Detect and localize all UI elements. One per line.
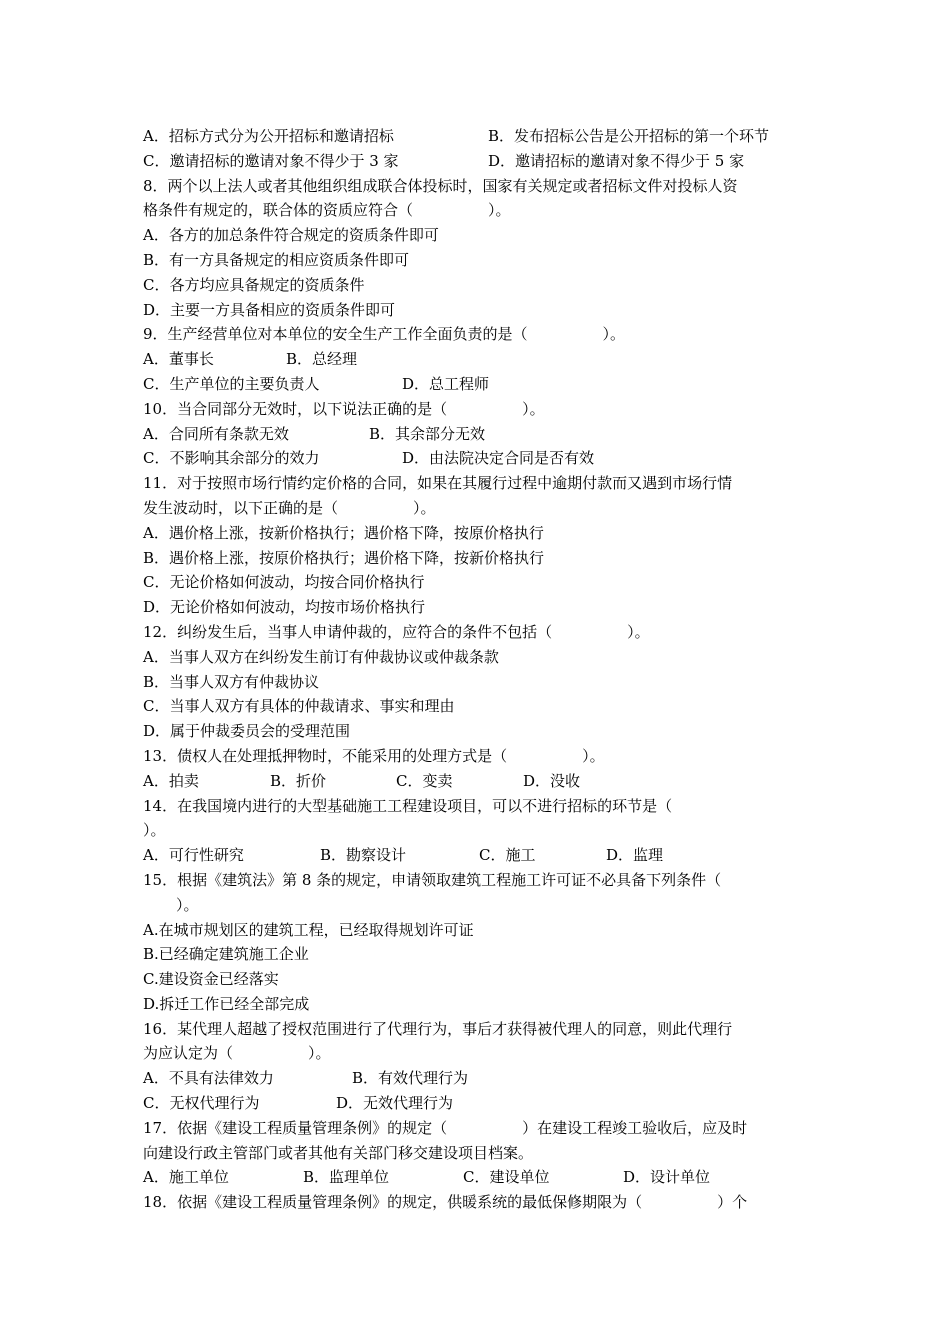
text-line [143, 273, 813, 298]
text-line [143, 645, 813, 670]
text-line [143, 174, 813, 199]
text-segment: A．拍卖 [143, 771, 199, 790]
text-segment: 为应认定为（ ）。 [143, 1044, 331, 1063]
text-segment: C．各方均应具备规定的资质条件 [143, 275, 365, 294]
text-segment: B.已经确定建筑施工企业 [143, 945, 309, 964]
text-line [143, 322, 813, 347]
text-line [143, 347, 813, 372]
text-line [143, 595, 813, 620]
text-segment: B．勘察设计 [320, 846, 407, 865]
text-segment: D．属于仲裁委员会的受理范围 [143, 722, 351, 741]
text-segment: A．招标方式分为公开招标和邀请招标 [143, 127, 394, 145]
text-segment: D．设计单位 [623, 1168, 711, 1187]
text-segment: A．遇价格上涨，按新价格执行；遇价格下降，按原价格执行 [143, 523, 544, 542]
text-line [143, 967, 813, 992]
text-segment: 12．纠纷发生后，当事人申请仲裁的，应符合的条件不包括（ ）。 [143, 622, 650, 641]
text-line [143, 918, 813, 943]
text-segment: B．发布招标公告是公开招标的第一个环节 [488, 127, 770, 145]
text-segment: A．不具有法律效力 [143, 1069, 274, 1088]
text-segment: A．可行性研究 [143, 846, 244, 865]
text-line [143, 670, 813, 695]
text-line [143, 521, 813, 546]
text-segment: 14．在我国境内进行的大型基础施工工程建设项目，可以不进行招标的环节是（ [143, 796, 673, 815]
text-segment: B．监理单位 [303, 1168, 390, 1187]
text-line [143, 397, 813, 422]
text-line [143, 1041, 813, 1066]
text-segment: D．无效代理行为 [336, 1094, 454, 1113]
text-line [143, 198, 813, 223]
text-segment: D．主要一方具备相应的资质条件即可 [143, 300, 396, 319]
text-line [143, 223, 813, 248]
text-segment: 11．对于按照市场行情约定价格的合同，如果在其履行过程中逾期付款而又遇到市场行情 [143, 474, 733, 493]
text-segment: ）。 [143, 821, 166, 840]
text-segment: 16．某代理人超越了授权范围进行了代理行为，事后才获得被代理人的同意，则此代理行 [143, 1019, 733, 1038]
text-line [143, 1116, 813, 1141]
text-segment: A．董事长 [143, 350, 214, 369]
text-line [143, 471, 813, 496]
text-line [143, 769, 813, 794]
text-line [143, 1165, 813, 1190]
text-segment: 13．债权人在处理抵押物时，不能采用的处理方式是（ ）。 [143, 746, 605, 765]
text-segment: C．邀请招标的邀请对象不得少于 3 家 [143, 151, 399, 170]
text-segment: C．生产单位的主要负责人 [143, 374, 320, 393]
text-line [143, 1091, 813, 1116]
text-segment: 18．依据《建设工程质量管理条例》的规定，供暖系统的最低保修期限为（ ）个 [143, 1193, 748, 1212]
text-segment: D．总工程师 [402, 374, 490, 393]
text-line [143, 546, 813, 571]
text-segment: C．建设单位 [463, 1168, 550, 1187]
text-segment: 9．生产经营单位对本单位的安全生产工作全面负责的是（ ）。 [143, 325, 626, 344]
text-segment: B．有一方具备规定的相应资质条件即可 [143, 250, 410, 269]
text-segment: D．无论价格如何波动，均按市场价格执行 [143, 598, 426, 617]
text-segment: 发生波动时，以下正确的是（ ）。 [143, 498, 436, 517]
text-segment: 10．当合同部分无效时，以下说法正确的是（ ）。 [143, 399, 545, 418]
text-segment: 8．两个以上法人或者其他组织组成联合体投标时，国家有关规定或者招标文件对投标人资 [143, 176, 738, 195]
text-segment: C．无权代理行为 [143, 1094, 260, 1113]
text-segment: D．邀请招标的邀请对象不得少于 5 家 [488, 151, 745, 170]
text-line [143, 868, 813, 893]
text-line [143, 570, 813, 595]
text-segment: 17．依据《建设工程质量管理条例》的规定（ ）在建设工程竣工验收后，应及时 [143, 1118, 748, 1137]
text-line [143, 719, 813, 744]
text-segment: 格条件有规定的，联合体的资质应符合（ ）。 [143, 201, 511, 220]
text-line [143, 1017, 813, 1042]
text-line [143, 794, 813, 819]
text-segment: D.拆迁工作已经全部完成 [143, 994, 310, 1013]
text-segment: B．总经理 [286, 350, 358, 369]
text-line [143, 248, 813, 273]
text-segment: A．合同所有条款无效 [143, 424, 289, 443]
text-line [143, 446, 813, 471]
text-line [143, 992, 813, 1017]
text-segment: C.建设资金已经落实 [143, 970, 279, 989]
text-line [143, 298, 813, 323]
text-segment: C．不影响其余部分的效力 [143, 449, 320, 468]
text-line [143, 124, 813, 149]
text-segment: 15．根据《建筑法》第 8 条的规定，申请领取建筑工程施工许可证不必具备下列条件（ [143, 870, 722, 889]
text-segment: 向建设行政主管部门或者其他有关部门移交建设项目档案。 [143, 1143, 534, 1162]
text-line [143, 893, 813, 918]
text-segment: C．变卖 [396, 771, 453, 790]
text-line [143, 1066, 813, 1091]
text-line [143, 372, 813, 397]
text-line [143, 1141, 813, 1166]
text-segment: A．各方的加总条件符合规定的资质条件即可 [143, 226, 439, 245]
text-segment: B．遇价格上涨，按原价格执行；遇价格下降，按新价格执行 [143, 548, 545, 567]
text-segment: A．施工单位 [143, 1168, 229, 1187]
text-segment: B．折价 [270, 771, 327, 790]
text-line [143, 1190, 813, 1215]
text-segment: B．其余部分无效 [369, 424, 486, 443]
text-line [143, 942, 813, 967]
document-page [143, 124, 813, 1215]
text-line [143, 422, 813, 447]
text-segment: C．当事人双方有具体的仲裁请求、事实和理由 [143, 697, 455, 716]
text-segment: C．无论价格如何波动，均按合同价格执行 [143, 573, 425, 592]
text-segment: D．没收 [523, 771, 581, 790]
text-segment: C．施工 [479, 846, 536, 865]
text-line [143, 744, 813, 769]
text-segment: A．当事人双方在纠纷发生前订有仲裁协议或仲裁条款 [143, 647, 499, 666]
text-line [143, 496, 813, 521]
text-line [143, 843, 813, 868]
text-line [143, 149, 813, 174]
text-line [143, 694, 813, 719]
text-line [143, 818, 813, 843]
text-segment: D．监理 [606, 846, 664, 865]
text-segment: B．当事人双方有仲裁协议 [143, 672, 320, 691]
text-segment: A.在城市规划区的建筑工程，已经取得规划许可证 [143, 920, 474, 939]
text-segment: ）。 [176, 895, 199, 914]
text-line [143, 620, 813, 645]
text-segment: D．由法院决定合同是否有效 [402, 449, 595, 468]
text-segment: B．有效代理行为 [352, 1069, 469, 1088]
